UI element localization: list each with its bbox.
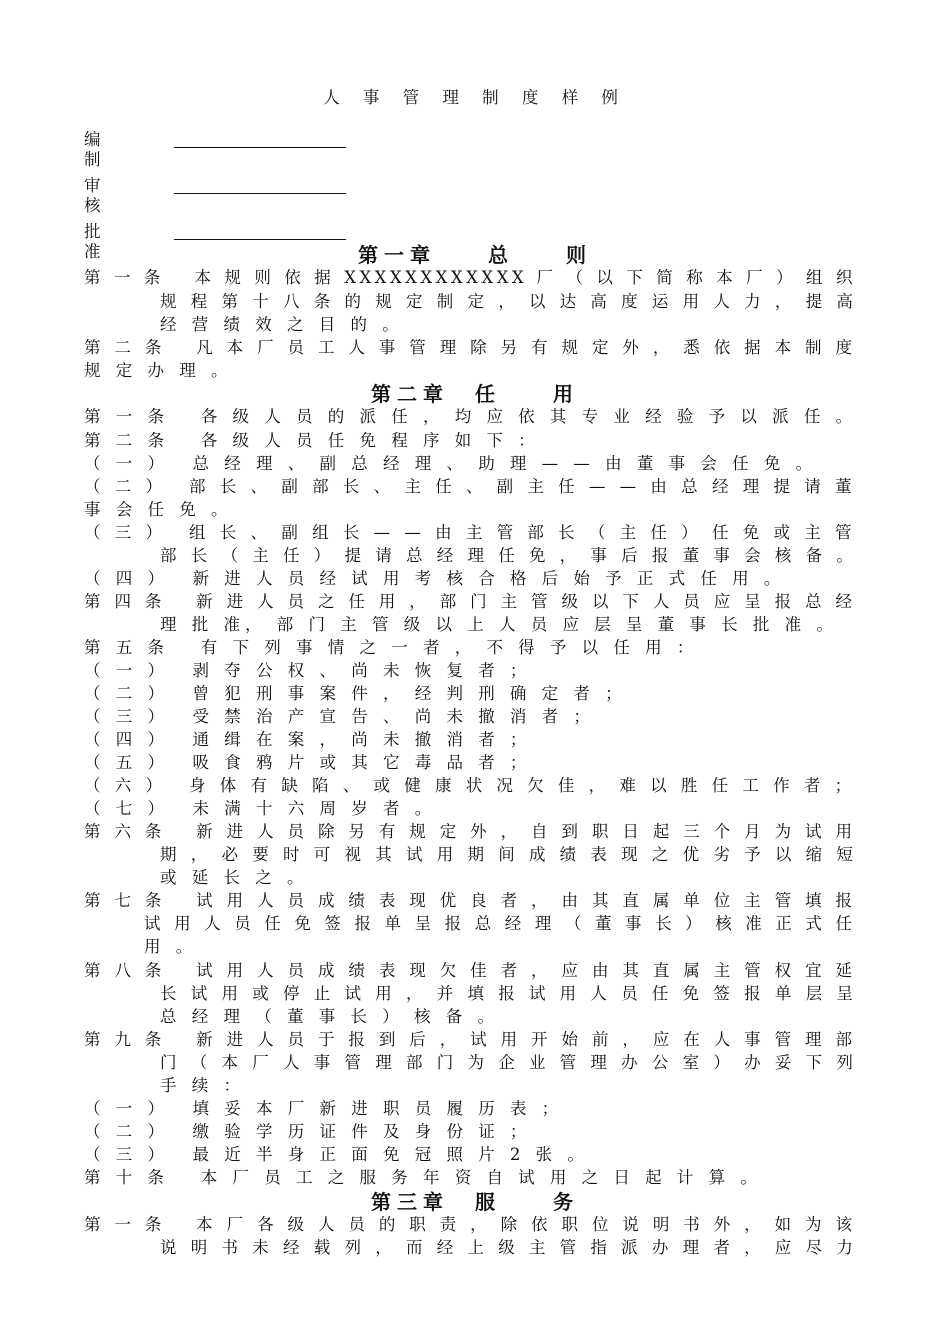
- document-title: 人 事 管 理 制 度 样 例: [323, 88, 627, 107]
- article-line: 第 八 条 试 用 人 员 成 绩 表 现 欠 佳 者 ， 应 由 其 直 属 主 管 权 宜 延: [84, 961, 856, 980]
- item-line: （ 六 ） 身 体 有 缺 陷 、 或 健 康 状 况 欠 佳 ， 难 以 胜 任 工 作 者 ；: [84, 776, 856, 795]
- signature-line: [174, 147, 346, 148]
- item-line: （ 二 ） 曾 犯 刑 事 案 件 ， 经 判 刑 确 定 者 ；: [84, 684, 627, 703]
- meta-label: 批 准: [84, 222, 125, 261]
- article-line: 第 二 条 各 级 人 员 任 免 程 序 如 下 ：: [84, 431, 540, 450]
- item-line: （ 四 ） 通 缉 在 案 ， 尚 未 撤 消 者 ；: [84, 730, 532, 749]
- article-line: 第 一 条 本 规 则 依 据 XXXXXXXXXXXX 厂 （ 以 下 简 称 本 厂 ） 组 织: [84, 268, 856, 287]
- meta-row-compile: [84, 130, 156, 170]
- article-line: 期 ， 必 要 时 可 视 其 试 用 期 间 成 绩 表 现 之 优 劣 予 以 缩 短: [160, 845, 858, 864]
- item-line: （ 三 ） 受 禁 治 产 宣 告 、 尚 未 撤 消 者 ；: [84, 707, 595, 726]
- article-line: 第 五 条 有 下 列 事 情 之 一 者 ， 不 得 予 以 任 用 ：: [84, 638, 699, 657]
- article-line: 第 十 条 本 厂 员 工 之 服 务 年 资 自 试 用 之 日 起 计 算 。: [84, 1168, 762, 1187]
- item-line: （ 四 ） 新 进 人 员 经 试 用 考 核 合 格 后 始 予 正 式 任 用 。: [84, 569, 786, 588]
- article-line: 经 营 绩 效 之 目 的 。: [160, 315, 404, 334]
- item-line: （ 二 ） 部 长 、 副 部 长 、 主 任 、 副 主 任 — — 由 总 经 理 提 请 董: [84, 477, 856, 496]
- meta-label: 编 制: [84, 130, 125, 169]
- article-line: 第 六 条 新 进 人 员 除 另 有 规 定 外 ， 自 到 职 日 起 三 个 月 为 试 用: [84, 822, 856, 841]
- article-line: 第 七 条 试 用 人 员 成 绩 表 现 优 良 者 ， 由 其 直 属 单 位 主 管 填 报: [84, 891, 856, 910]
- meta-label: 审 核: [84, 176, 125, 215]
- article-line: 说 明 书 未 经 载 列 ， 而 经 上 级 主 管 指 派 办 理 者 ， 应 尽 力: [160, 1238, 858, 1257]
- item-line: 部 长 （ 主 任 ） 提 请 总 经 理 任 免 ， 事 后 报 董 事 会 核 备 。: [160, 546, 858, 565]
- meta-row-review: [84, 176, 156, 216]
- article-line: 试 用 人 员 任 免 签 报 单 呈 报 总 经 理 （ 董 事 长 ） 核 准 正 式 任: [144, 914, 856, 933]
- article-line: 第 二 条 凡 本 厂 员 工 人 事 管 理 除 另 有 规 定 外 ， 悉 依 据 本 制 度: [84, 338, 856, 357]
- item-line: （ 一 ） 总 经 理 、 副 总 经 理 、 助 理 — — 由 董 事 会 任 免 。: [84, 454, 818, 473]
- article-line: 规 定 办 理 。: [84, 361, 233, 380]
- chapter-heading: 第二章 任 用: [371, 382, 579, 406]
- signature-line: [174, 239, 346, 240]
- item-line: （ 三 ） 组 长 、 副 组 长 — — 由 主 管 部 长 （ 主 任 ） 任 免 或 主 管: [84, 523, 856, 542]
- article-line: 长 试 用 或 停 止 试 用 ， 并 填 报 试 用 人 员 任 免 签 报 单 层 呈: [160, 984, 858, 1003]
- article-line: 第 一 条 本 厂 各 级 人 员 的 职 责 ， 除 依 职 位 说 明 书 外 ， 如 为 该: [84, 1215, 856, 1234]
- item-line: （ 三 ） 最 近 半 身 正 面 免 冠 照 片 2 张 。: [84, 1145, 589, 1164]
- signature-line: [174, 193, 346, 194]
- item-line: （ 一 ） 填 妥 本 厂 新 进 职 员 履 历 表 ；: [84, 1099, 564, 1118]
- article-line: 用 。: [144, 937, 198, 956]
- item-line: （ 二 ） 缴 验 学 历 证 件 及 身 份 证 ；: [84, 1122, 532, 1141]
- article-line: 总 经 理 （ 董 事 长 ） 核 备 。: [160, 1007, 499, 1026]
- item-line: （ 五 ） 吸 食 鸦 片 或 其 它 毒 品 者 ；: [84, 753, 532, 772]
- article-line: 第 四 条 新 进 人 员 之 任 用 ， 部 门 主 管 级 以 下 人 员 应 呈 报 总 经: [84, 592, 856, 611]
- chapter-heading: 第三章 服 务: [371, 1190, 579, 1214]
- article-line: 理 批 准， 部 门 主 管 级 以 上 人 员 应 层 呈 董 事 长 批 准 。: [160, 615, 838, 634]
- item-line: （ 七 ） 未 满 十 六 周 岁 者 。: [84, 799, 437, 818]
- item-line: （ 一 ） 剥 夺 公 权 、 尚 未 恢 复 者 ；: [84, 661, 532, 680]
- article-line: 或 延 长 之 。: [160, 868, 309, 887]
- item-line: 事 会 任 免 。: [84, 500, 233, 519]
- article-line: 手 续 ：: [160, 1076, 245, 1095]
- article-line: 第 九 条 新 进 人 员 于 报 到 后 ， 试 用 开 始 前 ， 应 在 人 事 管 理 部: [84, 1030, 856, 1049]
- chapter-heading: 第一章 总 则: [358, 243, 592, 267]
- article-line: 规 程 第 十 八 条 的 规 定 制 定 ， 以 达 高 度 运 用 人 力 ， 提 高: [160, 292, 858, 311]
- article-line: 第 一 条 各 级 人 员 的 派 任 ， 均 应 依 其 专 业 经 验 予 以 派 任 。: [84, 407, 858, 426]
- article-line: 门 （ 本 厂 人 事 管 理 部 门 为 企 业 管 理 办 公 室 ） 办 妥 下 列: [160, 1053, 858, 1072]
